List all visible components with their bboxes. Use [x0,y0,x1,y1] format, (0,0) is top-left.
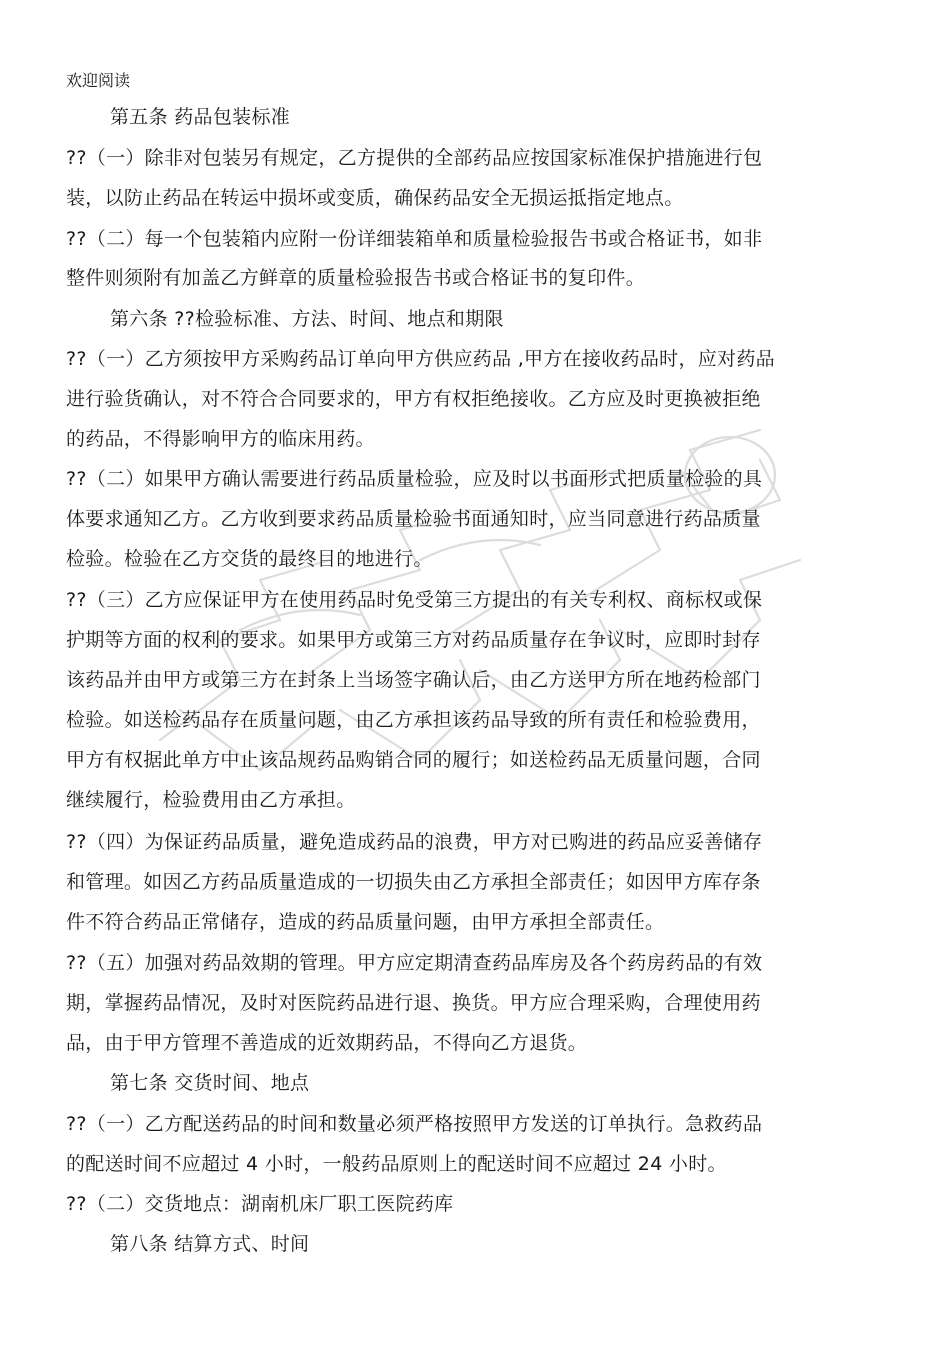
paragraph-line: 的药品，不得影响甲方的临床用药。 [66,428,375,450]
paragraph-line: 和管理。如因乙方药品质量造成的一切损失由乙方承担全部责任；如因甲方库存条 [66,871,761,893]
paragraph-line: 品，由于甲方管理不善造成的近效期药品，不得向乙方退货。 [66,1032,588,1054]
section-heading: 第八条 结算方式、时间 [110,1233,310,1255]
paragraph-line: ??（五）加强对药品效期的管理。甲方应定期清查药品库房及各个药房药品的有效 [66,952,763,974]
paragraph-line: 件不符合药品正常储存，造成的药品质量问题，由甲方承担全部责任。 [66,911,665,933]
paragraph-line: 护期等方面的权利的要求。如果甲方或第三方对药品质量存在争议时，应即时封存 [66,629,761,651]
section-heading: 第七条 交货时间、地点 [110,1072,310,1094]
paragraph-line: 该药品并由甲方或第三方在封条上当场签字确认后，由乙方送甲方所在地药检部门 [66,669,761,691]
paragraph-line: 检验。检验在乙方交货的最终目的地进行。 [66,548,433,570]
section-heading: 第五条 药品包装标准 [110,106,291,128]
paragraph-line: 体要求通知乙方。乙方收到要求药品质量检验书面通知时，应当同意进行药品质量 [66,508,761,530]
paragraph-line: ??（二）如果甲方确认需要进行药品质量检验，应及时以书面形式把质量检验的具 [66,468,763,490]
paragraph-line: ??（一）除非对包装另有规定，乙方提供的全部药品应按国家标准保护措施进行包 [66,147,763,169]
paragraph-line: 进行验货确认，对不符合合同要求的，甲方有权拒绝接收。乙方应及时更换被拒绝 [66,388,761,410]
paragraph-line: ??（三）乙方应保证甲方在使用药品时免受第三方提出的有关专利权、商标权或保 [66,589,763,611]
paragraph-line: 期，掌握药品情况，及时对医院药品进行退、换货。甲方应合理采购，合理使用药 [66,992,761,1014]
paragraph-line: 整件则须附有加盖乙方鲜章的质量检验报告书或合格证书的复印件。 [66,267,646,289]
paragraph-line: 的配送时间不应超过 4 小时，一般药品原则上的配送时间不应超过 24 小时。 [66,1153,727,1175]
paragraph-line: 装，以防止药品在转运中损坏或变质，确保药品安全无损运抵指定地点。 [66,187,684,209]
paragraph-line: ??（一）乙方配送药品的时间和数量必须严格按照甲方发送的订单执行。急救药品 [66,1113,763,1135]
paragraph-line: ??（四）为保证药品质量，避免造成药品的浪费，甲方对已购进的药品应妥善储存 [66,831,763,853]
page-header: 欢迎阅读 [66,71,131,90]
paragraph-line: 检验。如送检药品存在质量问题，由乙方承担该药品导致的所有责任和检验费用， [66,709,761,731]
paragraph-line: ??（二）交货地点：湖南机床厂职工医院药库 [66,1193,454,1215]
paragraph-line: 继续履行，检验费用由乙方承担。 [66,789,356,811]
section-heading: 第六条 ??检验标准、方法、时间、地点和期限 [110,308,504,330]
paragraph-line: 甲方有权据此单方中止该品规药品购销合同的履行；如送检药品无质量问题，合同 [66,749,761,771]
paragraph-line: ??（一）乙方须按甲方采购药品订单向甲方供应药品 ,甲方在接收药品时，应对药品 [66,348,775,370]
paragraph-line: ??（二）每一个包装箱内应附一份详细装箱单和质量检验报告书或合格证书，如非 [66,228,763,250]
